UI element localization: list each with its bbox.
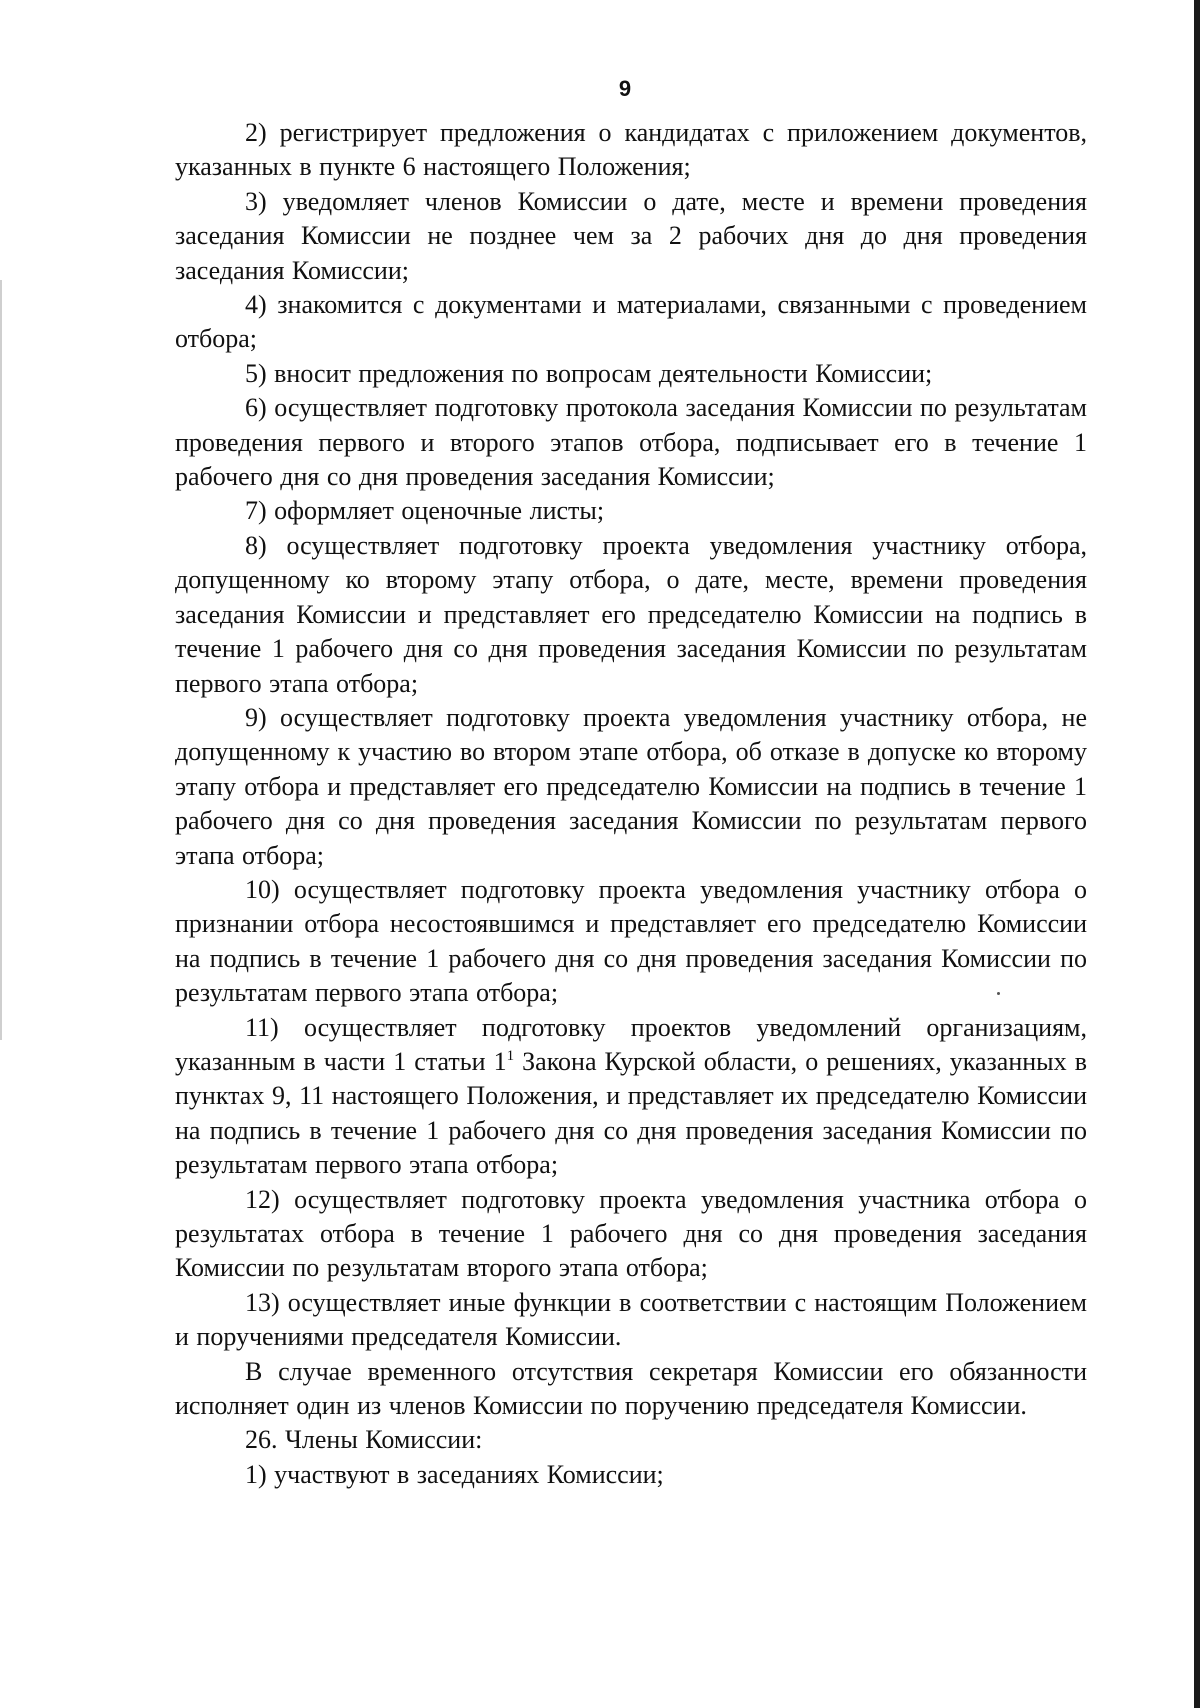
paragraph-item-3: 3) уведомляет членов Комиссии о дате, месте и времени проведения заседания Комиссии не позднее чем за 2 рабочих дня до дня проведения заседания Комиссии; (175, 186, 1087, 285)
paragraph-item-4: 4) знакомится с документами и материалами, связанными с проведением отбора; (175, 290, 1087, 354)
paragraph-item-6: 6) осуществляет подготовку протокола заседания Комиссии по результатам проведения первого и второго этапов отбора, подписывает его в течение 1 рабочего дня со дня проведения заседания Комиссии; (175, 393, 1087, 492)
paragraph-item-11-text-a: 11) осуществляет подготовку проектов уведомлений организациям, указанным в части 1 статьи 1 (175, 1012, 1087, 1076)
paragraph-item-8: 8) осуществляет подготовку проекта уведомления участнику отбора, допущенному ко второму этапу отбора, о дате, месте, времени проведения заседания Комиссии и представляет его председателю Комиссии на подпись в течение 1 рабочего дня со дня проведения заседания Комиссии по результатам первого этапа отбора; (175, 530, 1087, 698)
scan-right-edge (1194, 0, 1200, 1708)
paragraph-item-9: 9) осуществляет подготовку проекта уведомления участнику отбора, не допущенному к участию во втором этапе отбора, об отказе в допуске ко второму этапу отбора и представляет его председателю Комиссии на подпись в течение 1 рабочего дня со дня проведения заседания Комиссии по результатам первого этапа отбора; (175, 702, 1087, 870)
section-26-heading: 26. Члены Комиссии: (245, 1425, 483, 1455)
paragraph-item-11 (175, 1011, 1087, 1183)
document-body (175, 116, 1087, 1492)
scan-left-edge (0, 280, 2, 1040)
paragraph-members-item-1: 1) участвуют в заседаниях Комиссии; (245, 1459, 664, 1489)
paragraph-item-5: 5) вносит предложения по вопросам деятельности Комиссии; (245, 358, 933, 388)
superscript-article-index: 1 (506, 1047, 515, 1064)
paragraph-item-11-text-b: Закона Курской области, о решениях, указанных в пунктах 9, 11 настоящего Положения, и представляет их председателю Комиссии на подпись в течение 1 рабочего дня со дня проведения заседания Комиссии по результатам первого этапа отбора; (175, 1046, 1087, 1180)
paragraph-item-7: 7) оформляет оценочные листы; (245, 496, 605, 526)
scan-speck (997, 992, 1000, 995)
paragraph-item-2: 2) регистрирует предложения о кандидатах с приложением документов, указанных в пункте 6 настоящего Положения; (175, 118, 1087, 182)
paragraph-secretary-absence: В случае временного отсутствия секретаря Комиссии его обязанности исполняет один из членов Комиссии по поручению председателя Комиссии. (175, 1356, 1087, 1421)
paragraph-item-10: 10) осуществляет подготовку проекта уведомления участнику отбора о признании отбора несостоявшимся и представляет его председателю Комиссии на подпись в течение 1 рабочего дня со дня проведения заседания Комиссии по результатам первого этапа отбора; (175, 874, 1087, 1008)
paragraph-item-12: 12) осуществляет подготовку проекта уведомления участника отбора о результатах отбора в течение 1 рабочего дня со дня проведения заседания Комиссии по результатам второго этапа отбора; (175, 1184, 1087, 1283)
page-number: 9 (618, 76, 632, 101)
paragraph-item-13: 13) осуществляет иные функции в соответствии с настоящим Положением и поручениями председателя Комиссии. (175, 1287, 1087, 1352)
